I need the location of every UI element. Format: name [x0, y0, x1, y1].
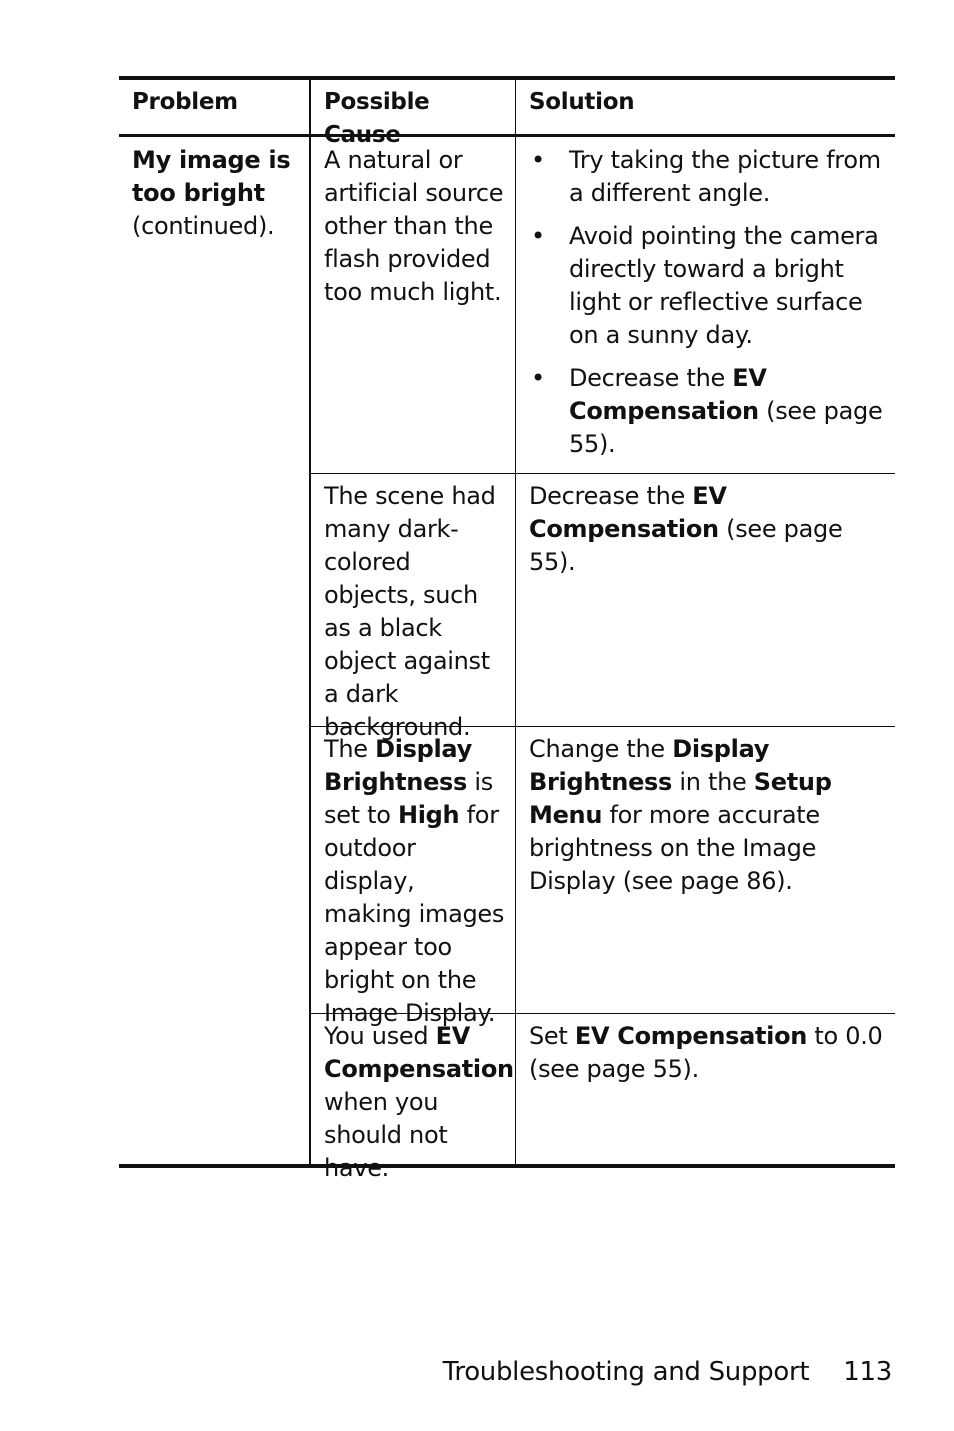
- problem-title: My image is too bright: [132, 146, 291, 207]
- header-solution: Solution: [515, 80, 895, 134]
- cause-cell: The scene had many dark-colored objects, such as a black object against a dark background.: [309, 474, 515, 726]
- header-possible-cause: Possible Cause: [309, 80, 515, 134]
- problem-cell: [119, 137, 309, 1164]
- table-row: [309, 137, 895, 473]
- solution-cell: Set EV Compensation to 0.0 (see page 55).: [515, 1014, 895, 1164]
- list-item: • Decrease the EV Compensation (see page 55).: [529, 362, 885, 461]
- header-problem: Problem: [132, 89, 238, 115]
- problem-continued: (continued).: [132, 212, 275, 240]
- table-header-row: [119, 80, 895, 148]
- footer-section-title: Troubleshooting and Support: [442, 1357, 810, 1387]
- cause-cell: The Display Brightness is set to High for outdoor display, making images appear too bright on the Image Display.: [309, 727, 515, 1013]
- cause-cell: You used EV Compensation when you should not have.: [309, 1014, 515, 1164]
- solution-cell: Decrease the EV Compensation (see page 55).: [515, 474, 895, 726]
- table-row: [309, 1013, 895, 1182]
- troubleshooting-table: [119, 76, 895, 1182]
- table-row: [309, 473, 895, 741]
- list-item: • Avoid pointing the camera directly toward a bright light or reflective surface on a sunny day.: [529, 220, 885, 352]
- page-footer: [443, 1357, 892, 1387]
- table-row: [309, 726, 895, 1027]
- table-body: [119, 137, 895, 1182]
- cause-cell: A natural or artificial source other than the flash provided too much light.: [309, 137, 515, 473]
- cause-solution-rows: [309, 137, 895, 1182]
- page-number: 113: [843, 1357, 892, 1387]
- solution-cell: [515, 137, 895, 473]
- solution-cell: Change the Display Brightness in the Setup Menu for more accurate brightness on the Image Display (see page 86).: [515, 727, 895, 1013]
- solution-list: [529, 144, 885, 461]
- list-item: • Try taking the picture from a different angle.: [529, 144, 885, 210]
